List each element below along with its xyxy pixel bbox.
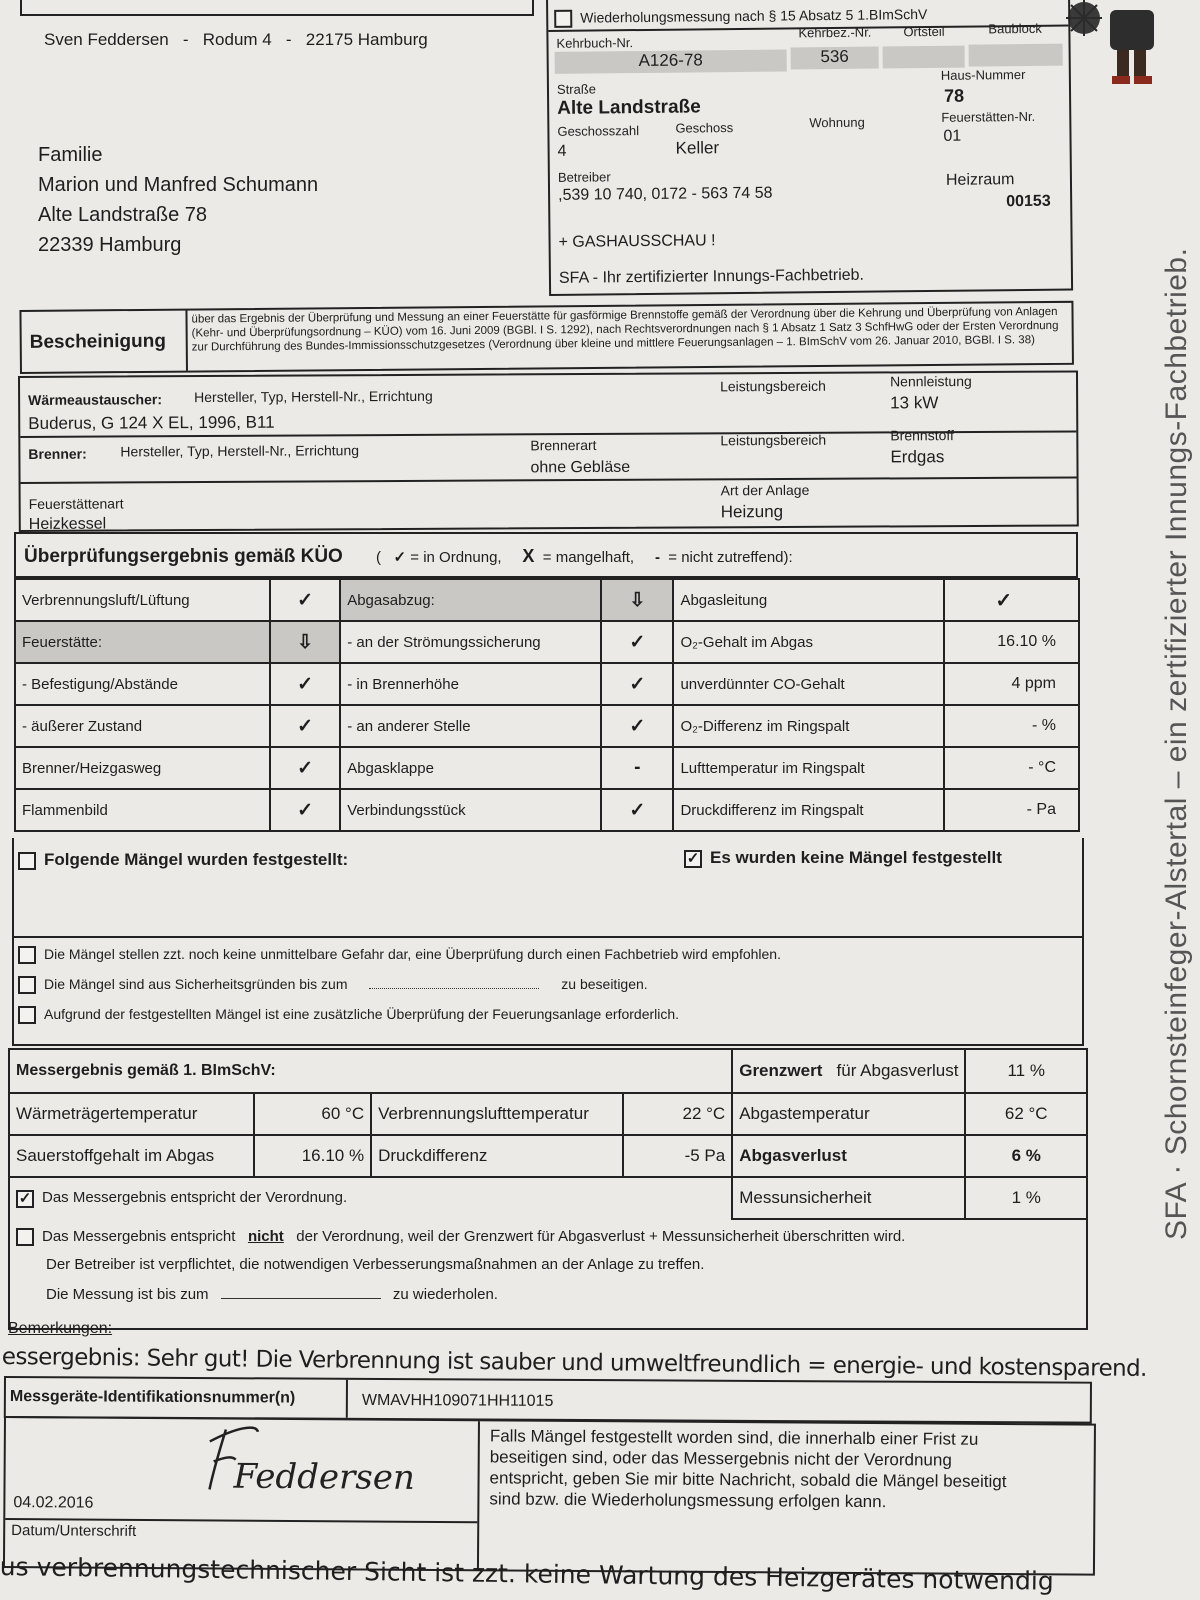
sender-sep: - xyxy=(285,30,292,49)
defects-found-option xyxy=(18,850,348,870)
strasse-value: Alte Landstraße xyxy=(557,96,701,119)
vlt-value: 22 °C xyxy=(623,1093,732,1135)
abgas-item-label: - an der Strömungssicherung xyxy=(340,621,601,663)
kehrbez-value: 536 xyxy=(791,47,879,70)
defects-box xyxy=(12,838,1084,1046)
abgas-item-mark: ✓ xyxy=(601,663,673,705)
check-row xyxy=(15,705,1079,747)
result-ok-option xyxy=(9,1177,732,1219)
sfa-tagline: SFA - Ihr zertifizierter Innungs-Fachbetrieb. xyxy=(558,266,865,287)
legend-bad-symbol: X xyxy=(522,546,535,566)
measure-item-label: Lufttemperatur im Ringspalt xyxy=(673,747,944,789)
measure-item-label: O₂-Gehalt im Abgas xyxy=(673,621,944,663)
feuerst-label: Feuerstätten-Nr. xyxy=(941,108,1036,125)
betreiber-label: Betreiber xyxy=(557,169,611,185)
measure-item-label: Abgasleitung xyxy=(673,579,944,621)
check-row xyxy=(15,663,1079,705)
feuerstaettenart-label: Feuerstättenart xyxy=(28,495,124,512)
signature-handwriting: Feddersen xyxy=(233,1456,415,1498)
wtt-value: 60 °C xyxy=(254,1093,371,1135)
abgas-item-mark: ✓ xyxy=(601,621,673,663)
defect-option-3-checkbox[interactable] xyxy=(18,1006,36,1024)
sender-street: Rodum 4 xyxy=(202,30,272,49)
defect-option-2-label-b: zu beseitigen. xyxy=(561,976,648,992)
no-defects-label: Es wurden keine Mängel festgestellt xyxy=(710,848,1002,867)
agt-value: 62 °C xyxy=(965,1093,1087,1135)
signature-date: 04.02.2016 xyxy=(13,1494,94,1512)
measure-item-value: - Pa xyxy=(944,789,1079,831)
check-item-mark: ✓ xyxy=(270,663,340,705)
divider xyxy=(21,476,1077,484)
device-id-label: Messgeräte-Identifikationsnummer(n) xyxy=(9,1388,296,1407)
check-header xyxy=(14,532,1078,578)
ortsteil-label: Ortsteil xyxy=(903,23,945,40)
result-ok-checkbox[interactable]: ✓ xyxy=(16,1190,34,1208)
repeat-text-b: zu wiederholen. xyxy=(392,1286,498,1303)
defects-found-label: Folgende Mängel wurden festgestellt: xyxy=(44,850,349,869)
check-legend xyxy=(376,546,793,567)
measurement-title: Messergebnis gemäß 1. BImSchV: xyxy=(9,1049,732,1093)
recipient-line-4: 22339 Hamburg xyxy=(38,234,182,256)
geschosszahl-value: 4 xyxy=(557,142,567,160)
defect-option-1-checkbox[interactable] xyxy=(18,946,36,964)
abgas-item-label: - an anderer Stelle xyxy=(340,705,601,747)
mu-value: 1 % xyxy=(965,1177,1087,1219)
signature-label: Datum/Unterschrift xyxy=(11,1522,137,1540)
recipient-line-2: Marion und Manfred Schumann xyxy=(38,174,319,196)
result-ok-label: Das Messergebnis entspricht der Verordnung. xyxy=(42,1189,348,1207)
object-info-box xyxy=(546,0,1073,296)
grenzwert-cell xyxy=(732,1049,965,1093)
abgas-item-mark: - xyxy=(601,747,673,789)
art-der-anlage-label: Art der Anlage xyxy=(720,481,810,499)
measure-item-value: - % xyxy=(944,705,1079,747)
abgas-item-mark: ✓ xyxy=(601,705,673,747)
baublock-field xyxy=(969,44,1063,67)
measurement-section xyxy=(8,1048,1090,1334)
measure-item-label: O₂-Differenz im Ringspalt xyxy=(673,705,944,747)
result-nok-checkbox[interactable] xyxy=(16,1228,34,1246)
side-slogan: SFA · Schornsteinfeger-Alstertal – ein zertifizierter Innungs-Fachbetrieb. xyxy=(1160,247,1193,1240)
equipment-box xyxy=(18,370,1079,532)
signature-drawing xyxy=(195,1419,415,1500)
legend-na-text: = nicht zutreffend): xyxy=(668,549,793,566)
kehrbuch-label: Kehrbuch-Nr. xyxy=(556,35,634,51)
check-row xyxy=(15,789,1079,831)
brenner-sub: Hersteller, Typ, Herstell-Nr., Errichtung xyxy=(120,442,360,460)
abgas-item-label: Abgasklappe xyxy=(340,747,601,789)
no-defects-option xyxy=(684,848,1002,868)
legend-ok-symbol: ✓ xyxy=(393,549,407,566)
gashausschau-note: + GASHAUSSCHAU ! xyxy=(558,232,716,251)
brennstoff-value: Erdgas xyxy=(890,447,945,467)
grenzwert-label: Grenzwert xyxy=(739,1061,823,1080)
leistungsbereich-label-2: Leistungsbereich xyxy=(720,431,827,449)
hausnr-value: 78 xyxy=(943,85,965,106)
measure-item-label: unverdünnter CO-Gehalt xyxy=(673,663,944,705)
divider xyxy=(14,936,1082,938)
check-item-label: Verbrennungsluft/Lüftung xyxy=(15,579,270,621)
grenzwert-for: für Abgasverlust xyxy=(836,1061,959,1080)
waermetauscher-value: Buderus, G 124 X EL, 1996, B11 xyxy=(28,412,275,433)
measure-item-value: 16.10 % xyxy=(944,621,1079,663)
defect-option-1-label: Die Mängel stellen zzt. noch keine unmittelbare Gefahr dar, eine Überprüfung durch einen Fachbetrieb wird empfohlen. xyxy=(44,946,781,962)
abgas-item-label: Abgasabzug: xyxy=(340,579,601,621)
geschoss-label: Geschoss xyxy=(675,120,734,136)
measure-item-value: ✓ xyxy=(944,579,1079,621)
no-defects-checkbox[interactable]: ✓ xyxy=(684,850,702,868)
wtt-label: Wärmeträgertemperatur xyxy=(9,1093,254,1135)
mu-label: Messunsicherheit xyxy=(732,1177,965,1219)
defects-found-checkbox[interactable] xyxy=(18,852,36,870)
check-item-mark: ✓ xyxy=(270,705,340,747)
heizraum-number: 00153 xyxy=(1006,192,1051,211)
legend-bad-text: = mangelhaft, xyxy=(542,549,635,566)
result-nok-box xyxy=(8,1218,1088,1330)
repeat-measure-option xyxy=(554,6,927,28)
bottom-note: us verbrennungstechnischer Sicht ist zzt. keine Wartung des Heizgerätes notwendig xyxy=(0,1552,1054,1596)
check-row xyxy=(15,747,1079,789)
recipient-line-1: Familie xyxy=(38,144,103,166)
check-item-label: Brenner/Heizgasweg xyxy=(15,747,270,789)
device-id-label-cell xyxy=(6,1378,348,1418)
kehrbuch-value: A126-78 xyxy=(555,49,787,73)
remarks-label: Bemerkungen: xyxy=(8,1320,113,1337)
result-nok-text-c: der Verordnung, weil der Grenzwert für Abgasverlust + Messunsicherheit überschritten wird. xyxy=(296,1228,906,1245)
agv-label: Abgasverlust xyxy=(732,1135,965,1177)
brennerart-value: ohne Gebläse xyxy=(530,458,631,477)
signature-cell xyxy=(5,1418,480,1569)
brennerart-label: Brennerart xyxy=(530,436,597,454)
device-id-value: WMAVHH109071HH11015 xyxy=(361,1391,554,1410)
o2-label: Sauerstoffgehalt im Abgas xyxy=(9,1135,254,1177)
result-nok-line2: Der Betreiber ist verpflichtet, die notwendigen Verbesserungsmaßnahmen an der Anlage zu treffen. xyxy=(46,1256,705,1273)
defect-option-3-label: Aufgrund der festgestellten Mängel ist eine zusätzliche Überprüfung der Feuerungsanlage erforderlich. xyxy=(44,1006,680,1022)
waermetauscher-label: Wärmeaustauscher: xyxy=(28,391,162,408)
result-nok-text-a: Das Messergebnis entspricht xyxy=(42,1228,236,1245)
feuerst-value: 01 xyxy=(943,127,962,145)
check-item-label: - äußerer Zustand xyxy=(15,705,270,747)
geschosszahl-label: Geschosszahl xyxy=(557,123,640,139)
nennleistung-value: 13 kW xyxy=(890,393,939,413)
certificate-title-cell xyxy=(21,311,188,372)
agt-label: Abgastemperatur xyxy=(732,1093,965,1135)
defect-deadline-field[interactable] xyxy=(369,988,539,989)
brennstoff-label: Brennstoff xyxy=(890,427,954,444)
sender-line xyxy=(44,30,428,50)
kehrbez-label: Kehrbez.-Nr. xyxy=(798,24,872,41)
legend-paren: ( xyxy=(376,549,381,566)
leistungsbereich-label-1: Leistungsbereich xyxy=(720,377,826,395)
chimney-sweep-icon xyxy=(1062,0,1182,90)
abgas-item-label: - in Brennerhöhe xyxy=(340,663,601,705)
measurement-table xyxy=(8,1048,1088,1220)
dd-value: -5 Pa xyxy=(623,1135,732,1177)
abgas-item-mark: ⇩ xyxy=(601,579,673,621)
agv-value: 6 % xyxy=(965,1135,1087,1177)
result-nok-text-b: nicht xyxy=(247,1228,284,1245)
measure-item-label: Druckdifferenz im Ringspalt xyxy=(673,789,944,831)
certificate-text: über das Ergebnis der Überprüfung und Messung an einer Feuerstätte für gasförmige Brennstoffe gemäß der Verordnung über die Kehrung und Überprüfung von Anlagen (Kehr- und Überprüfungsordnung – KÜO) vom 16. Juni 2009 (BGBl. I S. 1292), nach Rechtsverordnungen nach § 1 Absatz 1 Satz 3 SchfHwG oder der Ersten Verordnung zur Durchführung des Bundes-Immissionsschutzgesetzes (Verordnung über kleine und mittlere Feuerungsanlagen – 1. BImSchV vom 26. Januar 2010, BGBl. I S. 38) xyxy=(191,305,1059,354)
recipient-line-3: Alte Landstraße 78 xyxy=(38,204,207,226)
defect-option-2 xyxy=(18,976,648,994)
check-item-mark: ✓ xyxy=(270,789,340,831)
notice-text: Falls Mängel festgestellt worden sind, die innerhalb einer Frist zu beseitigen sind, oder das Messergebnis nicht der Verordnung entspricht, geben Sie mir bitte Nachricht, sobald die Mängel beseitigt sind bzw. die Wiederholungsmessung erfolgen kann. xyxy=(489,1426,1007,1512)
legend-na-symbol: - xyxy=(654,549,660,566)
signature-notice-box xyxy=(3,1416,1096,1576)
waermetauscher-sub: Hersteller, Typ, Herstell-Nr., Errichtung xyxy=(194,387,433,406)
o2-value: 16.10 % xyxy=(254,1135,371,1177)
certificate-title: Bescheinigung xyxy=(29,330,166,353)
recipient-address xyxy=(38,140,318,260)
repeat-measure-checkbox[interactable] xyxy=(554,10,572,28)
abgas-item-mark: ✓ xyxy=(601,789,673,831)
repeat-text-a: Die Messung ist bis zum xyxy=(46,1286,209,1303)
art-der-anlage-value: Heizung xyxy=(720,501,784,522)
certificate-box xyxy=(19,301,1074,374)
repeat-measure-label: Wiederholungsmessung nach § 15 Absatz 5 1.BImSchV xyxy=(580,6,928,26)
dd-label: Druckdifferenz xyxy=(371,1135,623,1177)
brenner-label: Brenner: xyxy=(28,445,87,462)
defect-option-1 xyxy=(18,946,781,964)
check-item-mark: ⇩ xyxy=(270,621,340,663)
betreiber-value: ,539 10 740, 0172 - 563 74 58 xyxy=(557,184,773,204)
measure-item-value: 4 ppm xyxy=(944,663,1079,705)
check-item-label: - Befestigung/Abstände xyxy=(15,663,270,705)
check-item-label: Flammenbild xyxy=(15,789,270,831)
sender-name: Sven Feddersen xyxy=(44,30,169,49)
feuerstaettenart-value: Heizkessel xyxy=(28,515,107,533)
check-item-label: Feuerstätte: xyxy=(15,621,270,663)
vlt-label: Verbrennungslufttemperatur xyxy=(371,1093,623,1135)
strasse-label: Straße xyxy=(556,81,597,97)
check-item-mark: ✓ xyxy=(270,579,340,621)
check-table xyxy=(14,578,1080,832)
abgas-item-label: Verbindungsstück xyxy=(340,789,601,831)
sender-sep: - xyxy=(182,30,189,49)
check-row xyxy=(15,621,1079,663)
wohnung-label: Wohnung xyxy=(809,114,865,131)
check-item-mark: ✓ xyxy=(270,747,340,789)
sender-city: 22175 Hamburg xyxy=(305,30,428,49)
remarks-text: essergebnis: Sehr gut! Die Verbrennung ist sauber und umweltfreundlich = energie- und kostensparend. xyxy=(1,1344,1147,1382)
defect-option-2-checkbox[interactable] xyxy=(18,976,36,994)
baublock-label: Baublock xyxy=(988,20,1042,37)
check-title: Überprüfungsergebnis gemäß KÜO xyxy=(24,546,343,567)
check-row xyxy=(15,579,1079,621)
measure-item-value: - °C xyxy=(944,747,1079,789)
geschoss-value: Keller xyxy=(675,138,720,158)
heizraum-label: Heizraum xyxy=(945,171,1015,189)
result-nok-option xyxy=(16,1228,905,1246)
grenzwert-value: 11 % xyxy=(965,1049,1087,1093)
hausnr-label: Haus-Nummer xyxy=(940,66,1026,83)
legend-ok-text: = in Ordnung, xyxy=(410,549,502,566)
repeat-date-field[interactable] xyxy=(221,1298,381,1299)
defect-option-2-label-a: Die Mängel sind aus Sicherheitsgründen bis zum xyxy=(44,976,348,992)
ortsteil-field xyxy=(883,46,965,69)
top-left-box-stub xyxy=(20,0,534,16)
nennleistung-label: Nennleistung xyxy=(889,373,972,390)
defect-option-3 xyxy=(18,1006,679,1024)
repeat-line xyxy=(46,1286,498,1303)
